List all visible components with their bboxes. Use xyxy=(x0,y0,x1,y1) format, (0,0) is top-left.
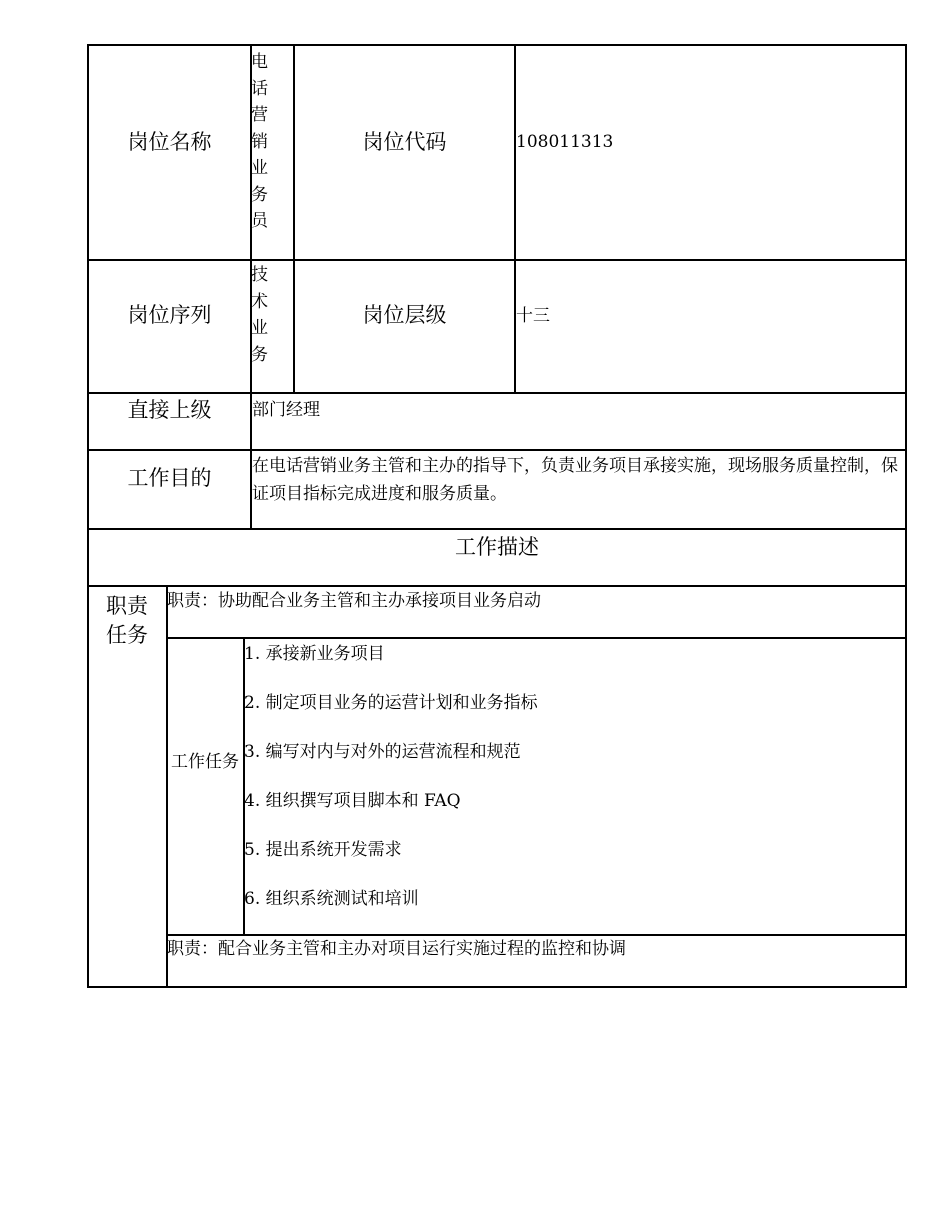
row-divider xyxy=(166,637,907,639)
list-item: 5. 提出系统开发需求 xyxy=(244,840,402,860)
position-sequence-value: 技术业务 xyxy=(251,265,268,365)
position-code-label: 岗位代码 xyxy=(362,130,447,154)
position-name-label: 岗位名称 xyxy=(127,130,212,154)
supervisor-label: 直接上级 xyxy=(127,398,212,422)
position-code-value: 108011313 xyxy=(516,132,614,152)
list-item: 1. 承接新业务项目 xyxy=(244,644,385,664)
col-divider xyxy=(293,44,295,394)
list-item: 4. 组织撰写项目脚本和 FAQ xyxy=(244,791,461,811)
row-divider xyxy=(87,449,907,451)
work-description-title: 工作描述 xyxy=(455,535,539,559)
duties-section-label: 职责任务 xyxy=(106,594,148,647)
task-label: 工作任务 xyxy=(171,752,239,772)
col-divider xyxy=(166,585,168,988)
duty-2-text: 职责：配合业务主管和主办对项目运行实施过程的监控和协调 xyxy=(167,939,626,959)
position-level-value: 十三 xyxy=(516,306,550,326)
row-divider xyxy=(87,528,907,530)
purpose-label: 工作目的 xyxy=(127,466,212,490)
position-level-label: 岗位层级 xyxy=(362,303,447,327)
position-sequence-label: 岗位序列 xyxy=(127,303,212,327)
list-item: 2. 制定项目业务的运营计划和业务指标 xyxy=(244,693,538,713)
table-border-top xyxy=(87,44,907,46)
table-border-left xyxy=(87,44,89,988)
task-list xyxy=(244,641,904,935)
purpose-value: 在电话营销业务主管和主办的指导下，负责业务项目承接实施，现场服务质量控制，保证项目指标完成进度和服务质量。 xyxy=(252,456,898,504)
position-name-value: 电话营销业务员 xyxy=(251,52,268,231)
supervisor-value: 部门经理 xyxy=(252,400,320,420)
table-border-bottom xyxy=(87,986,907,988)
list-item: 3. 编写对内与对外的运营流程和规范 xyxy=(244,742,521,762)
list-item: 6. 组织系统测试和培训 xyxy=(244,889,419,909)
row-divider xyxy=(87,585,907,587)
duty-1-text: 职责：协助配合业务主管和主办承接项目业务启动 xyxy=(167,591,541,611)
row-divider xyxy=(87,259,907,261)
col-divider xyxy=(514,44,516,394)
row-divider xyxy=(87,392,907,394)
table-border-right xyxy=(905,44,907,988)
